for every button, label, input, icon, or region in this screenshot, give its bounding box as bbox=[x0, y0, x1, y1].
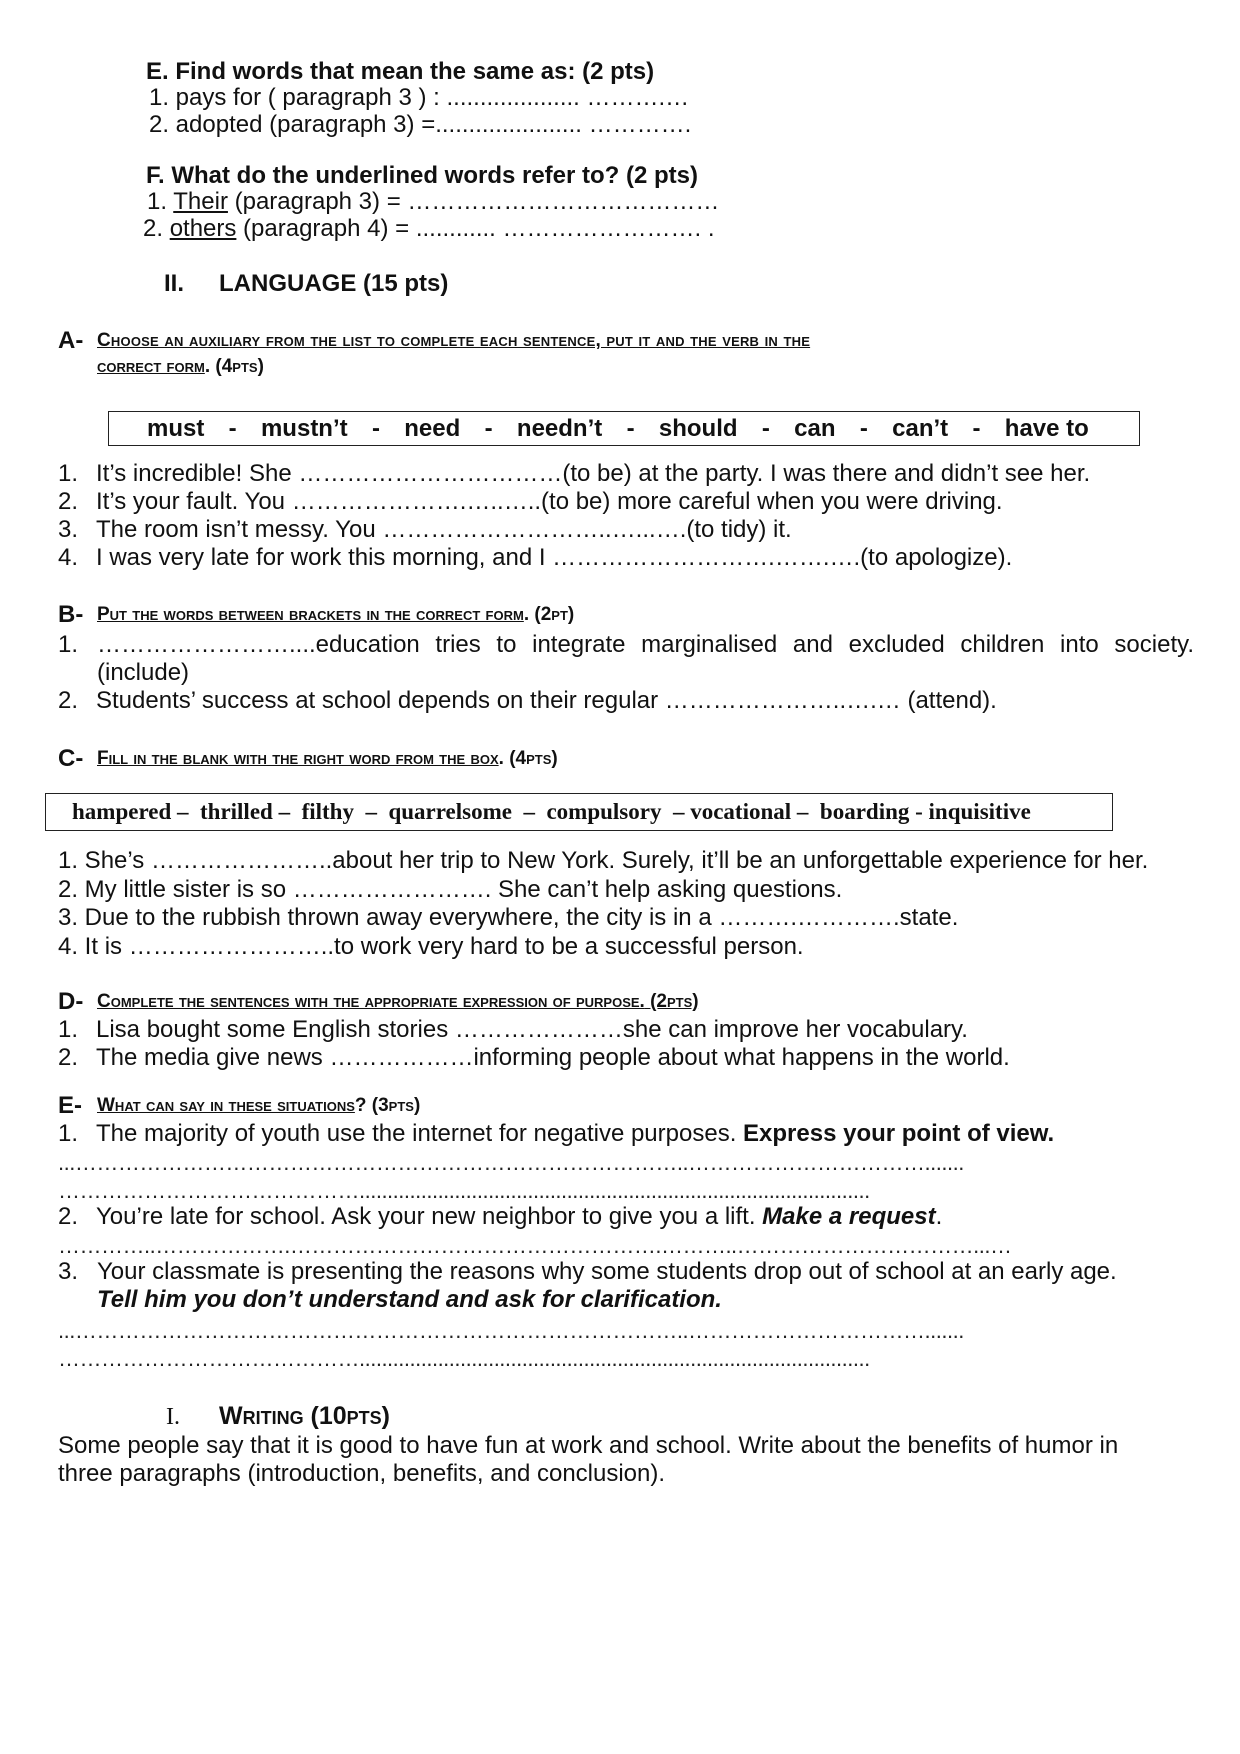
word-option: have to bbox=[1004, 414, 1089, 442]
item-text: I was very late for work this morning, and I ……………………….…….….(to apologize). bbox=[96, 544, 1013, 571]
word-option: mustn’t bbox=[260, 414, 348, 442]
part-e-item-2 bbox=[58, 1203, 942, 1231]
part-a-item-4 bbox=[58, 544, 1012, 572]
part-b-instruction bbox=[97, 604, 574, 626]
word-option: need bbox=[404, 414, 461, 442]
word-list: hampered – thrilled – filthy – quarrelsome – compulsory – vocational – boarding - inquisitive bbox=[72, 799, 1031, 824]
underlined-word: others bbox=[169, 215, 237, 242]
item-text: Lisa bought some English stories …………………she can improve her vocabulary. bbox=[96, 1016, 968, 1043]
item-number: 2. bbox=[143, 215, 164, 242]
points: . (2pt) bbox=[523, 604, 575, 625]
item-number: 2. bbox=[58, 488, 79, 515]
part-e-label: E- bbox=[58, 1092, 82, 1119]
section-e-item-2: 2. adopted (paragraph 3) =...................... …………. bbox=[149, 111, 692, 138]
answer-line: ...…………………………………………………………………………..……………………………....... bbox=[58, 1150, 964, 1175]
part-a-item-1 bbox=[58, 460, 1090, 488]
part-c-label: C- bbox=[58, 745, 84, 772]
section-e-title: E. Find words that mean the same as: (2 pts) bbox=[146, 58, 655, 85]
word-option: can’t bbox=[892, 414, 949, 442]
part-c-item-4: 4. It is ……………………..to work very hard to be a successful person. bbox=[58, 933, 804, 960]
instruction-text: What can say in these situations bbox=[97, 1095, 355, 1116]
part-c-item-2: 2. My little sister is so ……………………. She can’t help asking questions. bbox=[58, 876, 843, 903]
part-d-item-1 bbox=[58, 1016, 968, 1044]
part-e-item-3: Your classmate is presenting the reasons why some students drop out of school at an early age. bbox=[97, 1258, 1117, 1285]
item-number: 1. bbox=[58, 1016, 79, 1043]
separator: - bbox=[626, 414, 635, 442]
part-a-item-3 bbox=[58, 516, 792, 544]
word-option: should bbox=[658, 414, 738, 442]
item-text: You’re late for school. Ask your new neighbor to give you a lift. bbox=[96, 1203, 763, 1230]
item-number: 3. bbox=[58, 516, 79, 543]
instruction-text: Complete the sentences with the appropriate expression of purpose. bbox=[97, 991, 645, 1012]
separator: - bbox=[859, 414, 868, 442]
part-d-instruction bbox=[97, 991, 699, 1013]
section-f-title: F. What do the underlined words refer to? (2 pts) bbox=[146, 162, 699, 189]
item-number: 1. bbox=[147, 188, 168, 215]
points: ? (3pts) bbox=[354, 1095, 421, 1116]
section-f-item-1 bbox=[147, 188, 719, 216]
item-number: 4. bbox=[58, 544, 79, 571]
item-text: The majority of youth use the internet for negative purposes. bbox=[96, 1120, 744, 1147]
item-text: (paragraph 3) = ………………………………… bbox=[227, 188, 720, 215]
part-e-item-3-task: Tell him you don’t understand and ask for clarification. bbox=[97, 1286, 722, 1313]
part-a-instruction-1: Choose an auxiliary from the list to complete each sentence, put it and the verb in the bbox=[97, 330, 811, 351]
separator: - bbox=[371, 414, 380, 442]
auxiliary-word-box bbox=[108, 411, 1140, 446]
part-d-label: D- bbox=[58, 988, 84, 1015]
item-text: The room isn’t messy. You ………………………..…...….(to tidy) it. bbox=[96, 516, 792, 543]
task-instruction: Make a request bbox=[762, 1203, 936, 1230]
part-d-item-2 bbox=[58, 1044, 1010, 1072]
part-c-item-3: 3. Due to the rubbish thrown away everywhere, the city is in a ……….………….state. bbox=[58, 904, 959, 931]
instruction-text: correct form bbox=[97, 356, 205, 377]
part-b-item-2 bbox=[58, 687, 997, 715]
underlined-word: Their bbox=[173, 188, 228, 215]
answer-line: …………..……………….…………………………………………….………..……………………………...… bbox=[58, 1233, 1012, 1258]
answer-line: ...…………………………………………………………………………..……………………………....... bbox=[58, 1318, 964, 1343]
part-e-item-1 bbox=[58, 1120, 1054, 1148]
section-f-item-2 bbox=[143, 215, 715, 243]
part-a-label: A- bbox=[58, 327, 84, 354]
writing-heading: Writing (10pts) bbox=[219, 1402, 391, 1430]
item-number: 1. bbox=[58, 460, 79, 487]
instruction-text: Fill in the blank with the right word from the box bbox=[97, 748, 499, 769]
separator: - bbox=[761, 414, 770, 442]
item-text: Students’ success at school depends on their regular …………………..….… (attend). bbox=[96, 687, 997, 714]
separator: - bbox=[972, 414, 981, 442]
writing-prompt-line-2: three paragraphs (introduction, benefits, and conclusion). bbox=[58, 1460, 666, 1487]
points: . (4pts) bbox=[498, 748, 558, 769]
section-e-item-1: 1. pays for ( paragraph 3 ) : .................... ……….… bbox=[149, 84, 690, 111]
writing-prompt-line-1: Some people say that it is good to have fun at work and school. Write about the benefits of humor in bbox=[58, 1432, 1119, 1459]
part-c-item-1: 1. She’s …………………..about her trip to New York. Surely, it’ll be an unforgettable experience for her. bbox=[58, 847, 1149, 874]
answer-line: ……………………………………........................................................................................... bbox=[58, 1346, 870, 1371]
language-number: II. bbox=[164, 270, 185, 297]
part-e-item-3-number: 3. bbox=[58, 1258, 79, 1285]
part-c-instruction bbox=[97, 748, 558, 770]
item-text: The media give news ………………informing people about what happens in the world. bbox=[96, 1044, 1010, 1071]
item-text-end: . bbox=[935, 1203, 943, 1230]
word-option: needn’t bbox=[516, 414, 603, 442]
item-number: 2. bbox=[58, 1044, 79, 1071]
part-b-item-1: ……………………....education tries to integrate marginalised and excluded children into society. (include) bbox=[97, 631, 1194, 686]
item-number: 1. bbox=[58, 1120, 79, 1147]
part-a-instruction-2 bbox=[97, 356, 264, 378]
points: . (4pts) bbox=[204, 356, 264, 377]
item-text: It’s your fault. You ………………….…..…..(to be) more careful when you were driving. bbox=[96, 488, 1003, 515]
answer-line: ……………………………………........................................................................................... bbox=[58, 1178, 870, 1203]
item-number: 2. bbox=[58, 687, 79, 714]
part-a-item-2 bbox=[58, 488, 1003, 516]
separator: - bbox=[228, 414, 237, 442]
separator: - bbox=[484, 414, 493, 442]
task-instruction: Express your point of view. bbox=[743, 1120, 1055, 1147]
vocabulary-word-box bbox=[45, 793, 1113, 831]
writing-number: I. bbox=[166, 1404, 180, 1430]
word-option: must bbox=[147, 414, 205, 442]
points: (2pts) bbox=[644, 991, 699, 1012]
item-text: (paragraph 4) = ............ ……………………. . bbox=[236, 215, 715, 242]
instruction-text: Put the words between brackets in the correct form bbox=[97, 604, 524, 625]
part-e-instruction bbox=[97, 1095, 420, 1117]
word-option: can bbox=[794, 414, 836, 442]
part-b-label: B- bbox=[58, 601, 84, 628]
part-b-item-1-number: 1. bbox=[58, 631, 79, 658]
item-number: 2. bbox=[58, 1203, 79, 1230]
language-heading: LANGUAGE (15 pts) bbox=[219, 270, 449, 297]
item-text: It’s incredible! She ……………………………(to be) at the party. I was there and didn’t see her. bbox=[96, 460, 1091, 487]
